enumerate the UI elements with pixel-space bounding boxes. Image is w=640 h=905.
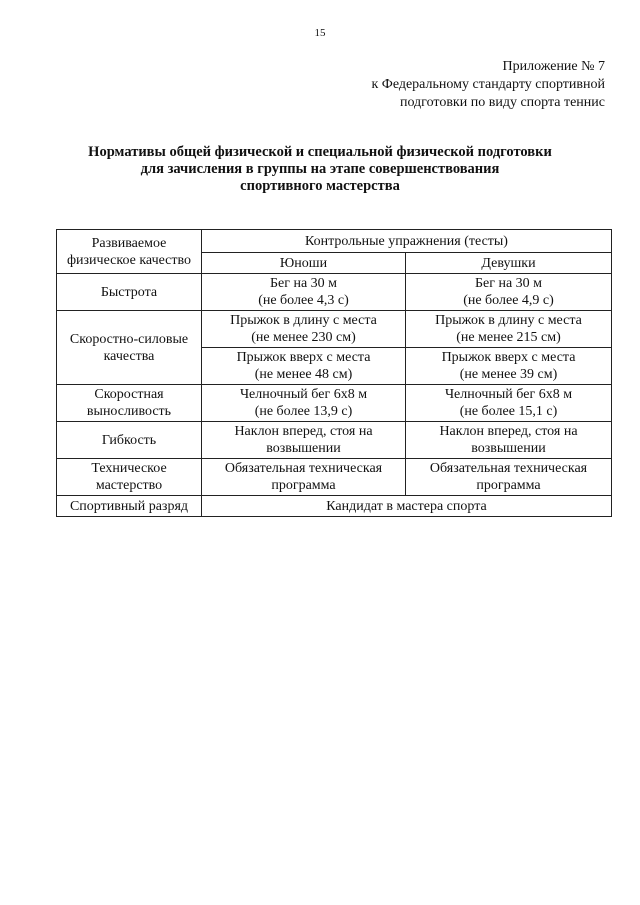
norms-table: [56, 229, 612, 517]
girls-cell: Наклон вперед, стоя на возвышении: [406, 422, 612, 459]
girls-cell: Прыжок в длину с места (не менее 215 см): [406, 311, 612, 348]
boys-cell: Наклон вперед, стоя на возвышении: [202, 422, 406, 459]
appendix-line-2: к Федеральному стандарту спортивной: [371, 77, 605, 92]
title-line-2: для зачисления в группы на этапе совершенствования: [140, 161, 500, 177]
quality-cell: Гибкость: [57, 422, 202, 459]
table-row: [57, 422, 612, 459]
quality-cell: Техническое мастерство: [57, 459, 202, 496]
header-boys: Юноши: [202, 253, 406, 274]
header-girls: Девушки: [406, 253, 612, 274]
boys-cell: Прыжок в длину с места (не менее 230 см): [202, 311, 406, 348]
sport-rank-label: Спортивный разряд: [57, 496, 202, 517]
table-row-sport-rank: [57, 496, 612, 517]
table-row: [57, 459, 612, 496]
girls-cell: Бег на 30 м (не более 4,9 с): [406, 274, 612, 311]
page-number: 15: [314, 27, 326, 39]
appendix-line-3: подготовки по виду спорта теннис: [399, 95, 605, 110]
boys-cell: Прыжок вверх с места (не менее 48 см): [202, 348, 406, 385]
boys-cell: Бег на 30 м (не более 4,3 с): [202, 274, 406, 311]
quality-cell: Скоростно-силовые качества: [57, 311, 202, 385]
document-title: [40, 144, 600, 195]
quality-cell: Скоростная выносливость: [57, 385, 202, 422]
title-line-1: Нормативы общей физической и специальной физической подготовки: [88, 144, 552, 160]
girls-cell: Обязательная техническая программа: [406, 459, 612, 496]
table-row: [57, 274, 612, 311]
appendix-header: [371, 58, 605, 112]
table-row: [57, 311, 612, 348]
boys-cell: Челночный бег 6х8 м (не более 13,9 с): [202, 385, 406, 422]
boys-cell: Обязательная техническая программа: [202, 459, 406, 496]
quality-cell: Быстрота: [57, 274, 202, 311]
table-header-row: [57, 230, 612, 253]
girls-cell: Челночный бег 6х8 м (не более 15,1 с): [406, 385, 612, 422]
header-quality: Развиваемое физическое качество: [57, 230, 202, 274]
girls-cell: Прыжок вверх с места (не менее 39 см): [406, 348, 612, 385]
title-line-3: спортивного мастерства: [240, 178, 400, 194]
header-tests: Контрольные упражнения (тесты): [202, 230, 612, 253]
appendix-line-1: Приложение № 7: [502, 59, 605, 74]
sport-rank-value: Кандидат в мастера спорта: [202, 496, 612, 517]
table-row: [57, 385, 612, 422]
